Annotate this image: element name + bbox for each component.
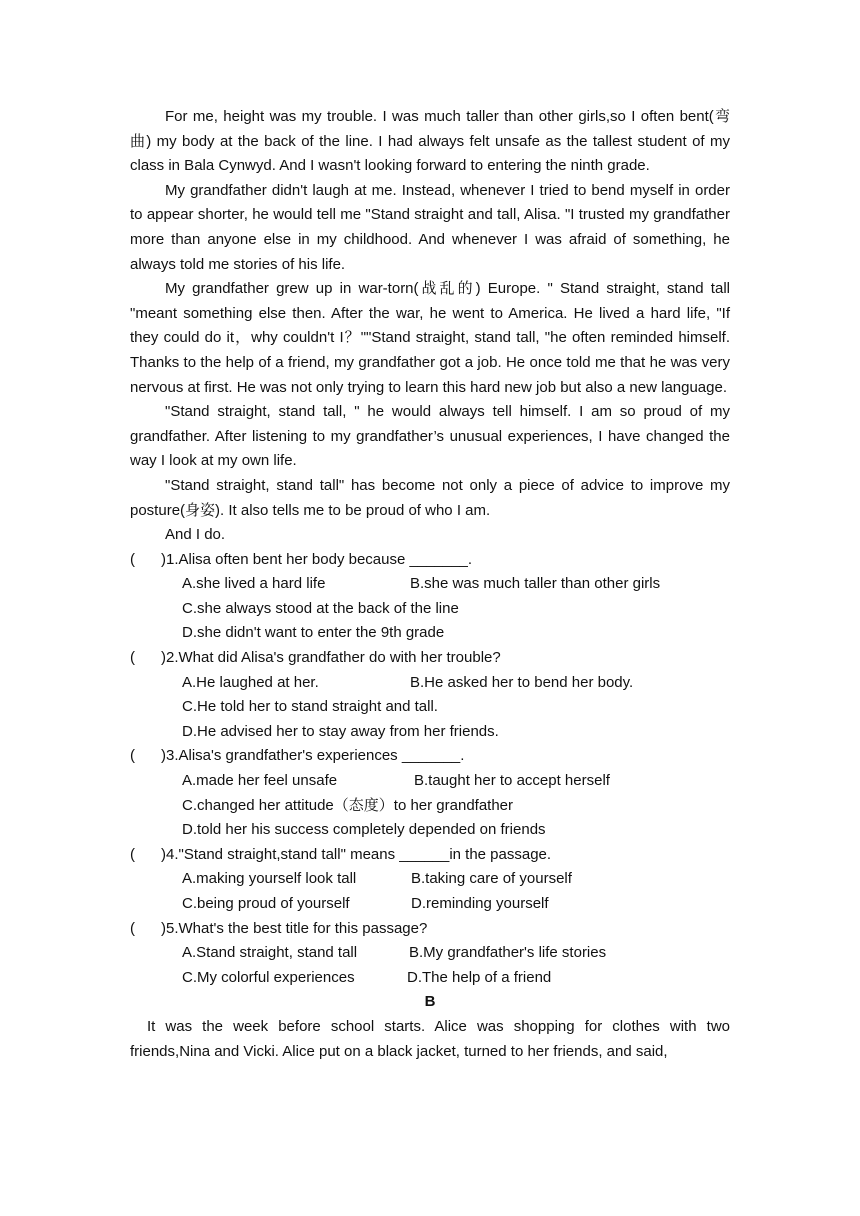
- answer-blank: (: [130, 747, 135, 765]
- option-b: B.she was much taller than other girls: [410, 575, 661, 593]
- option-a: A.she lived a hard life: [182, 575, 326, 593]
- question-2: [130, 646, 730, 744]
- passage-paragraph-4: "Stand straight, stand tall, " he would always tell himself. I am so proud of my grandfather. After listening to my grandfather’s unusual experiences, I have changed the way I look at my own life.: [130, 403, 730, 470]
- document-page: [130, 105, 730, 1064]
- answer-blank: (: [130, 550, 135, 568]
- question-3: [130, 744, 730, 842]
- option-b: B.taking care of yourself: [411, 870, 572, 888]
- option-b: B.taught her to accept herself: [414, 772, 610, 790]
- passage-paragraph-5: "Stand straight, stand tall" has become not only a piece of advice to improve my posture(身姿). It also tells me to be proud of who I am.: [130, 476, 730, 519]
- option-d: D.told her his success completely depended on friends: [182, 821, 546, 839]
- option-c: C.changed her attitude（态度）to her grandfather: [182, 796, 514, 814]
- option-d: D.reminding yourself: [411, 895, 549, 912]
- passage-paragraph-3: My grandfather grew up in war-torn(战乱的) Europe. " Stand straight, stand tall "meant something else then. After the war, he went to America. He lived a hard life, "If they could do it，why couldn't I？""Stand straight, stand tall, "he often reminded himself. Thanks to the help of a friend, my grandfather got a job. He once told me that he was very nervous at first. He was not only trying to learn this hard new job but also a new language.: [130, 280, 730, 396]
- option-c: C.He told her to stand straight and tall.: [182, 698, 438, 716]
- option-c: C.she always stood at the back of the line: [182, 599, 459, 617]
- answer-blank: (: [130, 649, 135, 667]
- answer-blank: (: [130, 919, 135, 937]
- option-c: C.being proud of yourself: [182, 895, 350, 912]
- question-stem: )4."Stand straight,stand tall" means ______in the passage.: [161, 845, 552, 863]
- option-b: B.He asked her to bend her body.: [410, 673, 634, 691]
- option-d: D.He advised her to stay away from her friends.: [182, 722, 499, 740]
- option-d: D.she didn't want to enter the 9th grade: [182, 624, 445, 642]
- passage-paragraph-2: My grandfather didn't laugh at me. Instead, whenever I tried to bend myself in order to appear shorter, he would tell me "Stand straight and tall, Alisa. "I trusted my grandfather more than anyone else in my childhood. And whenever I was afraid of something, he always told me stories of his life.: [130, 181, 730, 273]
- option-a: A.He laughed at her.: [182, 673, 319, 691]
- question-1: [130, 548, 730, 646]
- question-stem: )2.What did Alisa's grandfather do with her trouble?: [161, 649, 501, 667]
- answer-blank: (: [130, 845, 135, 863]
- option-c: C.My colorful experiences: [182, 968, 355, 986]
- passage-paragraph-6: And I do.: [165, 526, 226, 544]
- passage-paragraph-1: For me, height was my trouble. I was much taller than other girls,so I often bent(弯曲) my body at the back of the line. I had always felt unsafe as the tallest student of my class in Bala Cynwyd. And I wasn't looking forward to entering the ninth grade.: [130, 108, 730, 175]
- option-b: B.My grandfather's life stories: [409, 944, 607, 962]
- option-a: A.making yourself look tall: [182, 870, 357, 888]
- option-a: A.made her feel unsafe: [182, 772, 338, 790]
- option-d: D.The help of a friend: [407, 968, 552, 986]
- question-4: [130, 843, 730, 917]
- question-stem: )5.What's the best title for this passage?: [161, 919, 428, 937]
- section-b-paragraph: It was the week before school starts. Alice was shopping for clothes with two friends,Nina and Vicki. Alice put on a black jacket, turned to her friends, and said,: [130, 1017, 730, 1060]
- option-a: A.Stand straight, stand tall: [182, 944, 358, 962]
- question-stem: )1.Alisa often bent her body because _______.: [161, 550, 473, 568]
- question-stem: )3.Alisa's grandfather's experiences _______.: [161, 747, 465, 765]
- section-heading: B: [424, 993, 436, 1011]
- question-5: [130, 917, 730, 991]
